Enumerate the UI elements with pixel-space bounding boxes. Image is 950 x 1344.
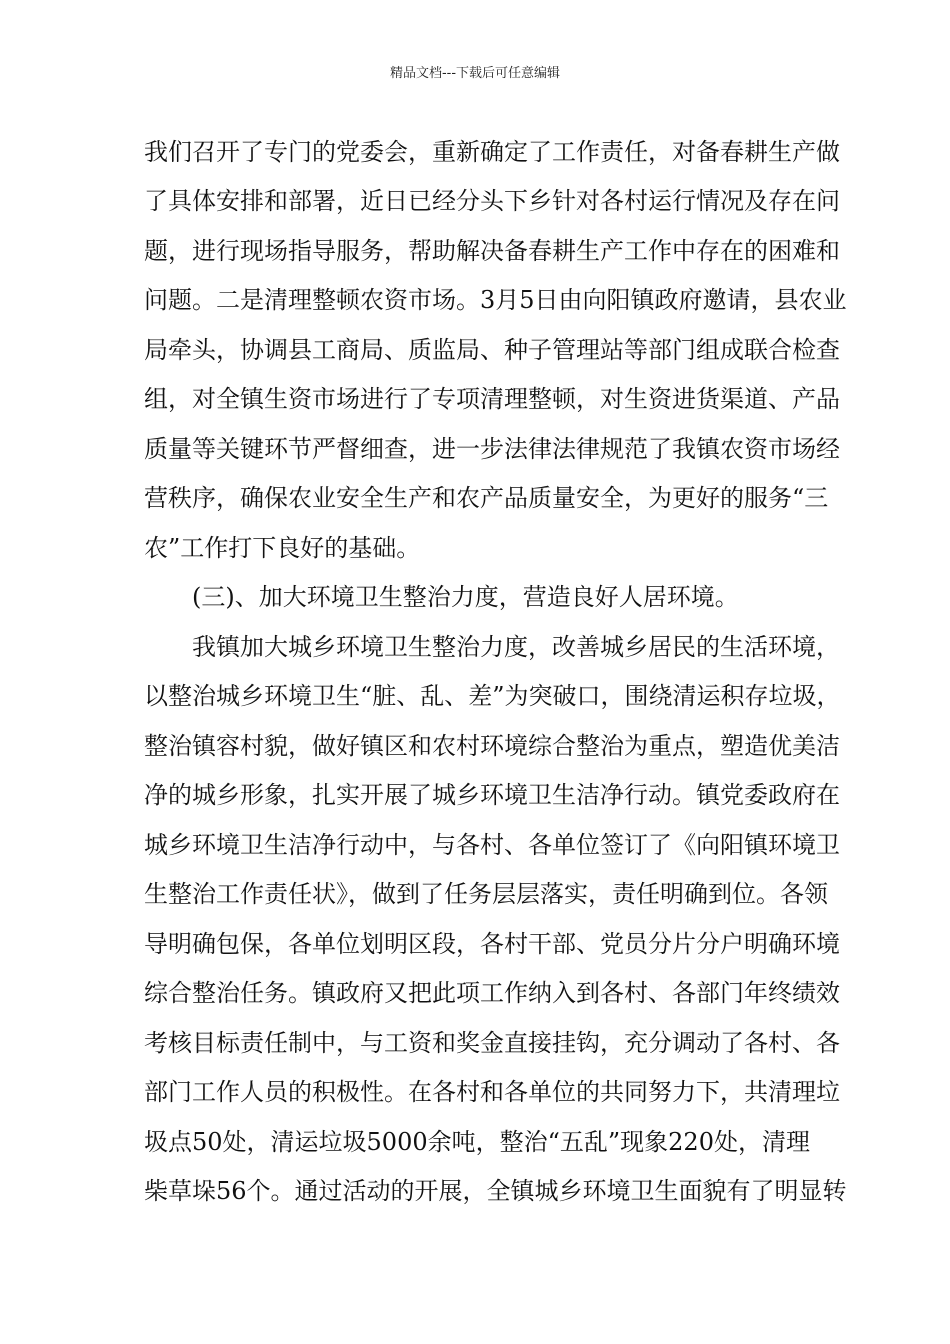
text-line: 营秩序，确保农业安全生产和农产品质量安全，为更好的服务“三 bbox=[144, 484, 829, 512]
section-heading: (三)、加大环境卫生整治力度，营造良好人居环境。 bbox=[192, 583, 739, 611]
text-line: 农”工作打下良好的基础。 bbox=[144, 534, 421, 562]
text-line: 我们召开了专门的党委会，重新确定了工作责任，对备春耕生产做 bbox=[144, 138, 840, 166]
text-line: 净的城乡形象，扎实开展了城乡环境卫生洁净行动。镇党委政府在 bbox=[144, 781, 840, 809]
text-line: 我镇加大城乡环境卫生整治力度，改善城乡居民的生活环境， bbox=[192, 633, 840, 661]
text-line: 部门工作人员的积极性。在各村和各单位的共同努力下，共清理垃 bbox=[144, 1078, 840, 1106]
page-header: 精品文档---下载后可任意编辑 bbox=[389, 66, 561, 81]
text-line: 城乡环境卫生洁净行动中，与各村、各单位签订了《向阳镇环境卫 bbox=[144, 831, 840, 859]
text-line: 考核目标责任制中，与工资和奖金直接挂钩，充分调动了各村、各 bbox=[144, 1029, 840, 1057]
text-line: 圾点50处，清运垃圾5000余吨，整治“五乱”现象220处，清理 bbox=[144, 1128, 810, 1156]
text-line: 以整治城乡环境卫生“脏、乱、差”为突破口，围绕清运积存垃圾， bbox=[144, 682, 841, 710]
text-line: 组，对全镇生资市场进行了专项清理整顿，对生资进货渠道、产品 bbox=[144, 385, 840, 413]
text-line: 生整治工作责任状》，做到了任务层层落实，责任明确到位。各领 bbox=[144, 880, 828, 908]
text-line: 整治镇容村貌，做好镇区和农村环境综合整治为重点，塑造优美洁 bbox=[144, 732, 840, 760]
text-line: 柴草垛56个。通过活动的开展，全镇城乡环境卫生面貌有了明显转 bbox=[144, 1177, 847, 1205]
text-line: 综合整治任务。镇政府又把此项工作纳入到各村、各部门年终绩效 bbox=[144, 979, 840, 1007]
text-line: 导明确包保，各单位划明区段，各村干部、党员分片分户明确环境 bbox=[144, 930, 840, 958]
text-line: 题，进行现场指导服务，帮助解决备春耕生产工作中存在的困难和 bbox=[144, 237, 840, 265]
text-line: 问题。二是清理整顿农资市场。3月5日由向阳镇政府邀请，县农业 bbox=[144, 286, 847, 314]
text-line: 质量等关键环节严督细查，进一步法律法律规范了我镇农资市场经 bbox=[144, 435, 840, 463]
text-line: 了具体安排和部署，近日已经分头下乡针对各村运行情况及存在问 bbox=[144, 187, 840, 215]
text-line: 局牵头，协调县工商局、质监局、种子管理站等部门组成联合检查 bbox=[144, 336, 840, 364]
